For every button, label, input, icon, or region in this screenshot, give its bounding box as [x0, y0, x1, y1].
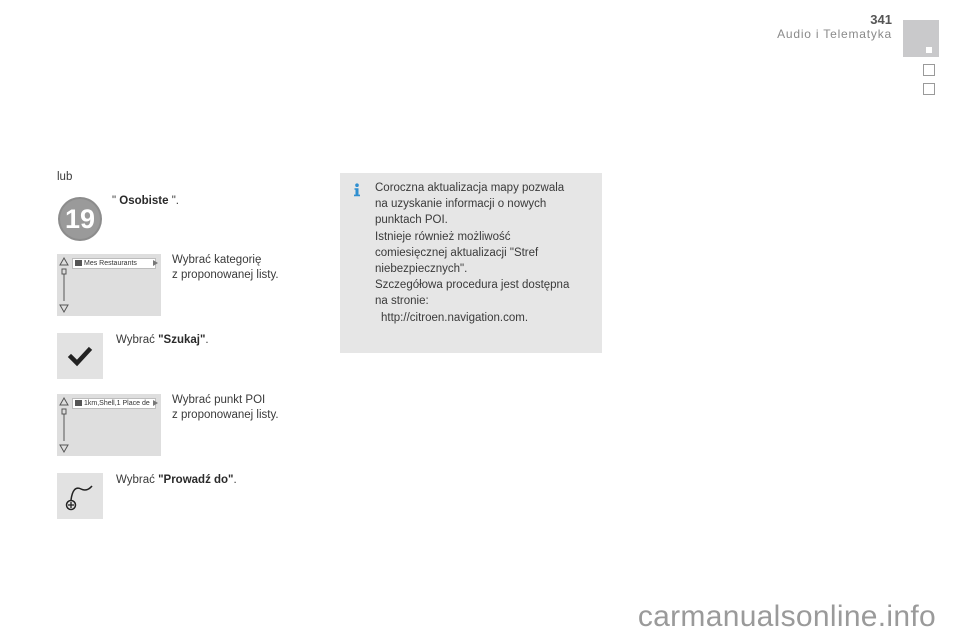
- step-bold: "Prowadź do": [158, 474, 234, 486]
- scroll-rail-icon: [57, 254, 71, 316]
- chapter-tab-2[interactable]: [923, 64, 935, 76]
- step-suffix: ".: [168, 195, 179, 207]
- info-line: comiesięcznej aktualizacji "Stref: [375, 246, 539, 259]
- navigate-icon: [57, 473, 103, 519]
- screen-item-label: Mes Restaurants: [84, 260, 137, 267]
- step-guide-to: [116, 473, 237, 488]
- info-line: na uzyskanie informacji o nowych: [375, 198, 547, 211]
- info-line: Istnieje również możliwość: [375, 230, 511, 243]
- chapter-badge: [57, 196, 103, 242]
- step-osobiste: [112, 194, 179, 209]
- arrow-right-icon: [153, 260, 158, 266]
- folder-icon: [75, 260, 82, 266]
- step-line: z proponowanej listy.: [172, 409, 279, 421]
- step-suffix: .: [205, 334, 209, 346]
- checkmark-icon: [71, 350, 89, 363]
- scroll-rail-icon: [57, 394, 71, 456]
- screen-item: [72, 258, 156, 269]
- step-suffix: .: [233, 474, 237, 486]
- step-bold: Osobiste: [119, 195, 169, 207]
- info-line: Coroczna aktualizacja mapy pozwala: [375, 182, 565, 194]
- step-line: Wybrać punkt POI: [172, 394, 266, 406]
- confirm-button[interactable]: [57, 333, 103, 379]
- watermark: carmanualsonline.info: [637, 600, 936, 633]
- guide-to-button[interactable]: [57, 473, 103, 519]
- step-prefix: Wybrać: [116, 334, 159, 346]
- step-line: Wybrać kategorię: [172, 254, 262, 266]
- info-line: punktach POI.: [375, 214, 448, 227]
- step-prefix: Wybrać: [116, 474, 159, 486]
- info-line: niebezpiecznych".: [375, 263, 468, 276]
- arrow-right-icon: [153, 400, 158, 406]
- step-choose-category: [172, 253, 279, 283]
- step-bold: "Szukaj": [158, 334, 206, 346]
- screen-item-label: 1km,Shell,1 Place de: [84, 400, 150, 407]
- chapter-number: 19: [64, 204, 96, 234]
- tab-marker: [926, 47, 932, 53]
- screen-thumbnail-category: [57, 254, 161, 316]
- section-title: Audio i Telematyka: [777, 27, 892, 41]
- poi-icon: [75, 400, 82, 406]
- info-line: na stronie:: [375, 295, 429, 308]
- info-line: Szczegółowa procedura jest dostępna: [375, 279, 570, 292]
- step-choose-poi: [172, 393, 279, 423]
- or-label: lub: [57, 171, 73, 183]
- step-search: [116, 333, 209, 348]
- page-number: 341: [870, 12, 892, 27]
- info-url-link[interactable]: http://citroen.navigation.com.: [381, 311, 529, 324]
- info-text: [375, 180, 595, 326]
- step-line: z proponowanej listy.: [172, 269, 279, 281]
- info-icon: [350, 183, 364, 197]
- screen-thumbnail-poi: [57, 394, 161, 456]
- chapter-tab-3[interactable]: [923, 83, 935, 95]
- chapter-tab-active[interactable]: [903, 20, 939, 57]
- step-prefix: ": [112, 195, 120, 207]
- screen-item: [72, 398, 156, 409]
